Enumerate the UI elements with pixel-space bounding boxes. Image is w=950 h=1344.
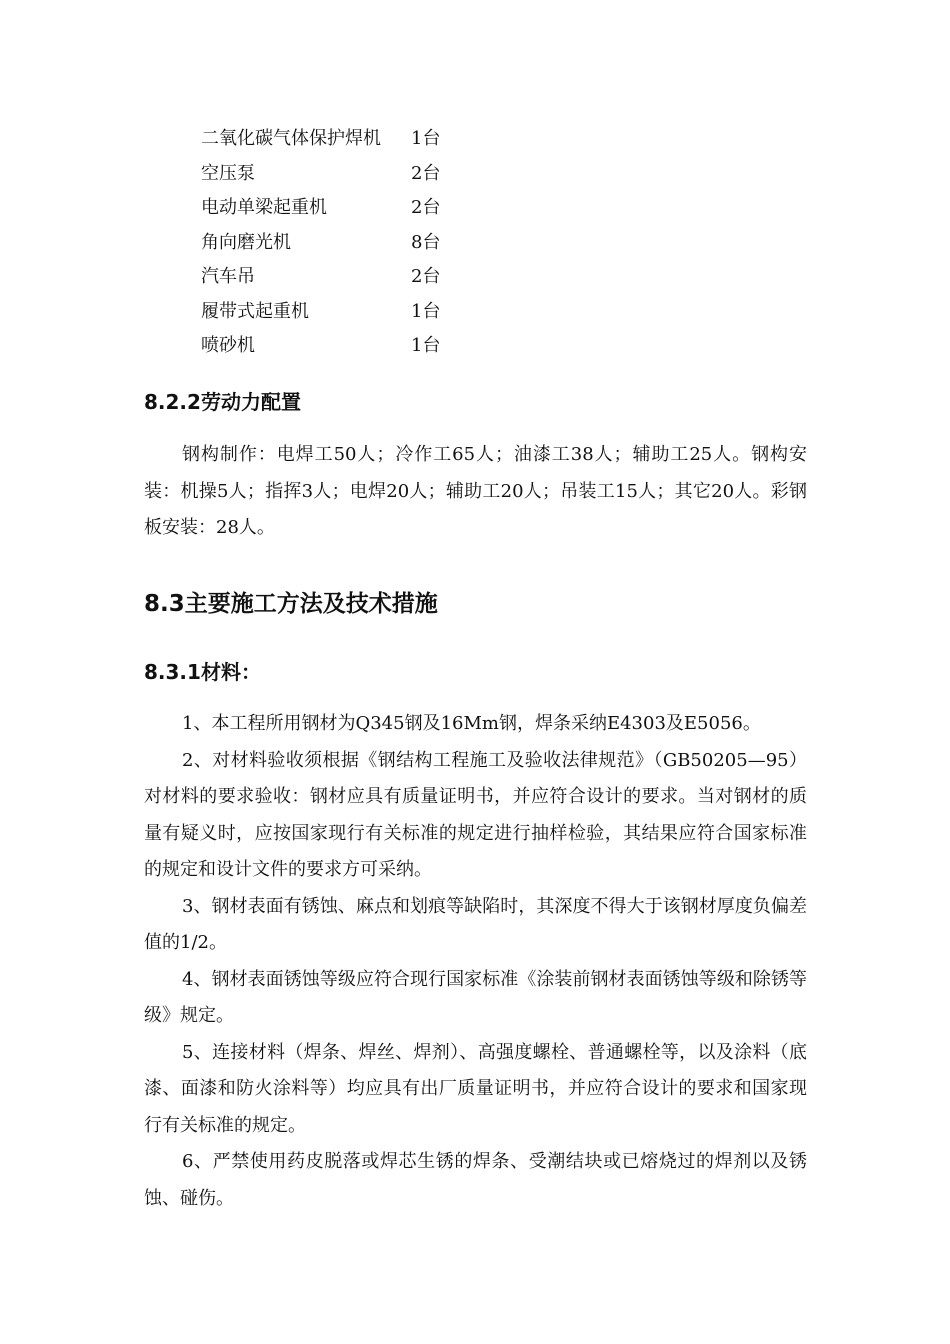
equipment-row <box>201 293 471 328</box>
equipment-qty: 2台 <box>411 197 441 219</box>
materials-item: 2、对材料验收须根据《钢结构工程施工及验收法律规范》（GB50205—95）对材料的要求验收：钢材应具有质量证明书，并应符合设计的要求。当对钢材的质量有疑义时，应按国家现行有关标准的规定进行抽样检验，其结果应符合国家标准的规定和设计文件的要求方可采纳。 <box>144 749 807 880</box>
equipment-row <box>201 120 471 155</box>
materials-item: 6、严禁使用药皮脱落或焊芯生锈的焊条、受潮结块或已熔烧过的焊剂以及锈蚀、碰伤。 <box>144 1151 807 1209</box>
equipment-row <box>201 155 471 190</box>
equipment-name: 空压泵 <box>201 162 255 184</box>
section-heading-labor: 8.2.2劳动力配置 <box>144 390 301 414</box>
equipment-name: 电动单梁起重机 <box>201 197 327 219</box>
equipment-row <box>201 224 471 259</box>
equipment-qty: 2台 <box>411 162 441 184</box>
equipment-row <box>201 258 471 293</box>
equipment-name: 喷砂机 <box>201 335 255 357</box>
equipment-qty: 1台 <box>411 300 441 322</box>
equipment-qty: 8台 <box>411 231 441 253</box>
materials-item: 3、钢材表面有锈蚀、麻点和划痕等缺陷时，其深度不得大于该钢材厚度负偏差值的1/2。 <box>144 895 807 953</box>
equipment-name: 二氧化碳气体保护焊机 <box>201 128 381 150</box>
materials-section-body <box>144 706 807 1217</box>
materials-item: 1、本工程所用钢材为Q345钢及16Mm钢，焊条采纳E4303及E5056。 <box>182 713 761 734</box>
materials-item: 4、钢材表面锈蚀等级应符合现行国家标准《涂装前钢材表面锈蚀等级和除锈等级》规定。 <box>144 968 807 1026</box>
equipment-row <box>201 327 471 362</box>
equipment-name: 汽车吊 <box>201 266 255 288</box>
equipment-name: 角向磨光机 <box>201 231 291 253</box>
equipment-row <box>201 189 471 224</box>
section-heading-methods: 8.3主要施工方法及技术措施 <box>144 591 438 617</box>
labor-section-body <box>144 437 807 547</box>
equipment-qty: 1台 <box>411 128 441 150</box>
materials-item: 5、连接材料（焊条、焊丝、焊剂）、高强度螺栓、普通螺栓等，以及涂料（底漆、面漆和防火涂料等）均应具有出厂质量证明书，并应符合设计的要求和国家现行有关标准的规定。 <box>144 1041 807 1136</box>
equipment-qty: 2台 <box>411 266 441 288</box>
equipment-name: 履带式起重机 <box>201 300 309 322</box>
equipment-qty: 1台 <box>411 335 441 357</box>
section-heading-materials: 8.3.1材料： <box>144 660 261 684</box>
equipment-list <box>201 120 471 362</box>
labor-paragraph: 钢构制作：电焊工50人；冷作工65人；油漆工38人；辅助工25人。钢构安装：机操5人；指挥3人；电焊20人；辅助工20人；吊装工15人；其它20人。彩钢板安装：28人。 <box>144 444 807 538</box>
